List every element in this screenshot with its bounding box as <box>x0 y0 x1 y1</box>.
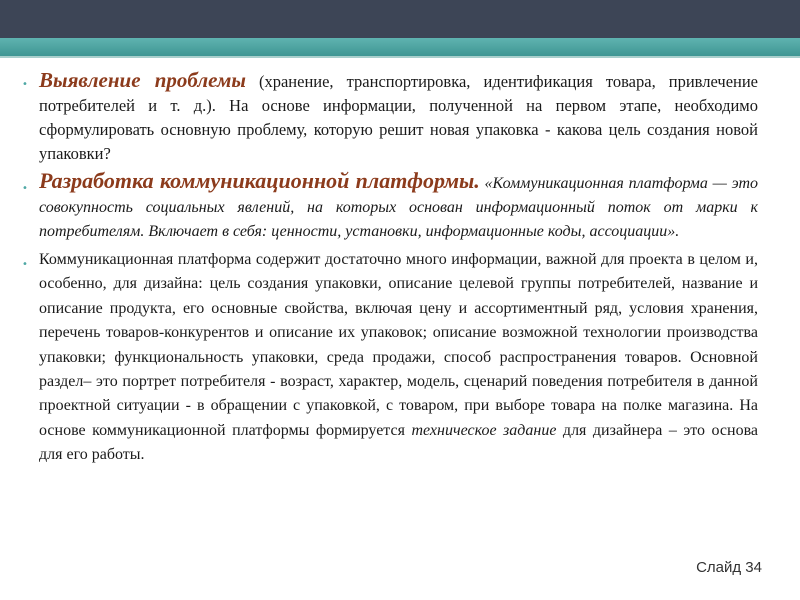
bullet-dot-icon: • <box>22 259 28 270</box>
bullet-text: «Коммуникационная платформа — это совокупность социальных явлений, на которых основан информационный поток от марки к потребителям. Включает в себя: ценности, установки, информационные коды, ассоциации». <box>39 175 758 240</box>
bullet-platform-details <box>22 248 758 468</box>
bullet-text: Коммуникационная платформа содержит достаточно много информации, важной для проекта в целом и, особенно, для дизайна: цель создания упаковки, описание целевой группы потребителей, название и описание продукта, его основные свойства, включая цену и ассортиментный ряд, условия хранения, перечень товаров-конкурентов и описание их упаковок; описание возможной технологии производства упаковки; функциональность упаковки, среда продажи, способ распространения товаров. Основной раздел– это портрет потребителя - возраст, характер, модель, сценарий поведения потребителя в данной проектной ситуации - в обращении с упаковкой, с товаром, при выборе товара на полке магазина. На основе коммуникационной платформы формируется <box>39 251 758 439</box>
header-band-teal <box>0 38 800 56</box>
bullet-dot-icon: • <box>22 79 28 90</box>
bullet-communication-platform <box>22 169 758 244</box>
slide-content <box>22 68 758 468</box>
header-band-dark <box>0 0 800 38</box>
bullet-text-italic: техническое задание <box>411 421 557 439</box>
bullet-heading: Разработка коммуникационной платформы. <box>39 168 480 193</box>
header-band-line <box>0 56 800 58</box>
bullet-text: (хранение, транспортировка, идентификация товара, привлечение потребителей и т. д.). На основе информации, полученной на первом этапе, необходимо сформулировать основную проблему, которую решит новая упаковка - какова цель создания новой упаковки? <box>39 72 759 163</box>
bullet-heading: Выявление проблемы <box>39 68 246 92</box>
bullet-text-end: для дизайнера – это основа для его работы. <box>39 421 759 464</box>
bullet-dot-icon: • <box>22 183 28 194</box>
slide-number: Слайд 34 <box>696 559 762 576</box>
bullet-problem-identification <box>22 68 758 166</box>
